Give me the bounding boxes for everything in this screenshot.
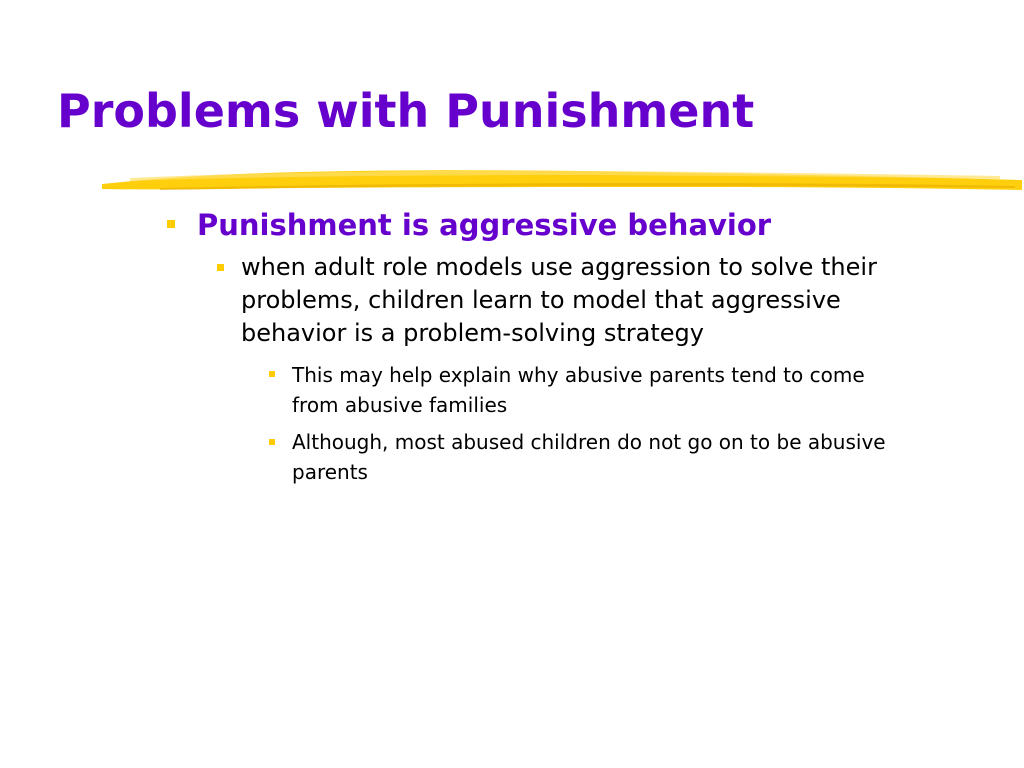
square-bullet-icon	[217, 264, 224, 271]
bullet-level-3: Although, most abused children do not go on to be abusive parents	[292, 430, 886, 484]
square-bullet-icon	[269, 439, 275, 445]
slide-title: Problems with Punishment	[57, 84, 755, 138]
square-bullet-icon	[167, 220, 175, 228]
square-bullet-icon	[269, 371, 275, 377]
bullet-level-1: Punishment is aggressive behavior	[197, 208, 772, 242]
bullet-level-3: This may help explain why abusive parents tend to come from abusive families	[292, 363, 865, 417]
bullet-level-2: when adult role models use aggression to solve their problems, children learn to model that aggressive behavior is a problem-solving strategy	[241, 253, 877, 347]
